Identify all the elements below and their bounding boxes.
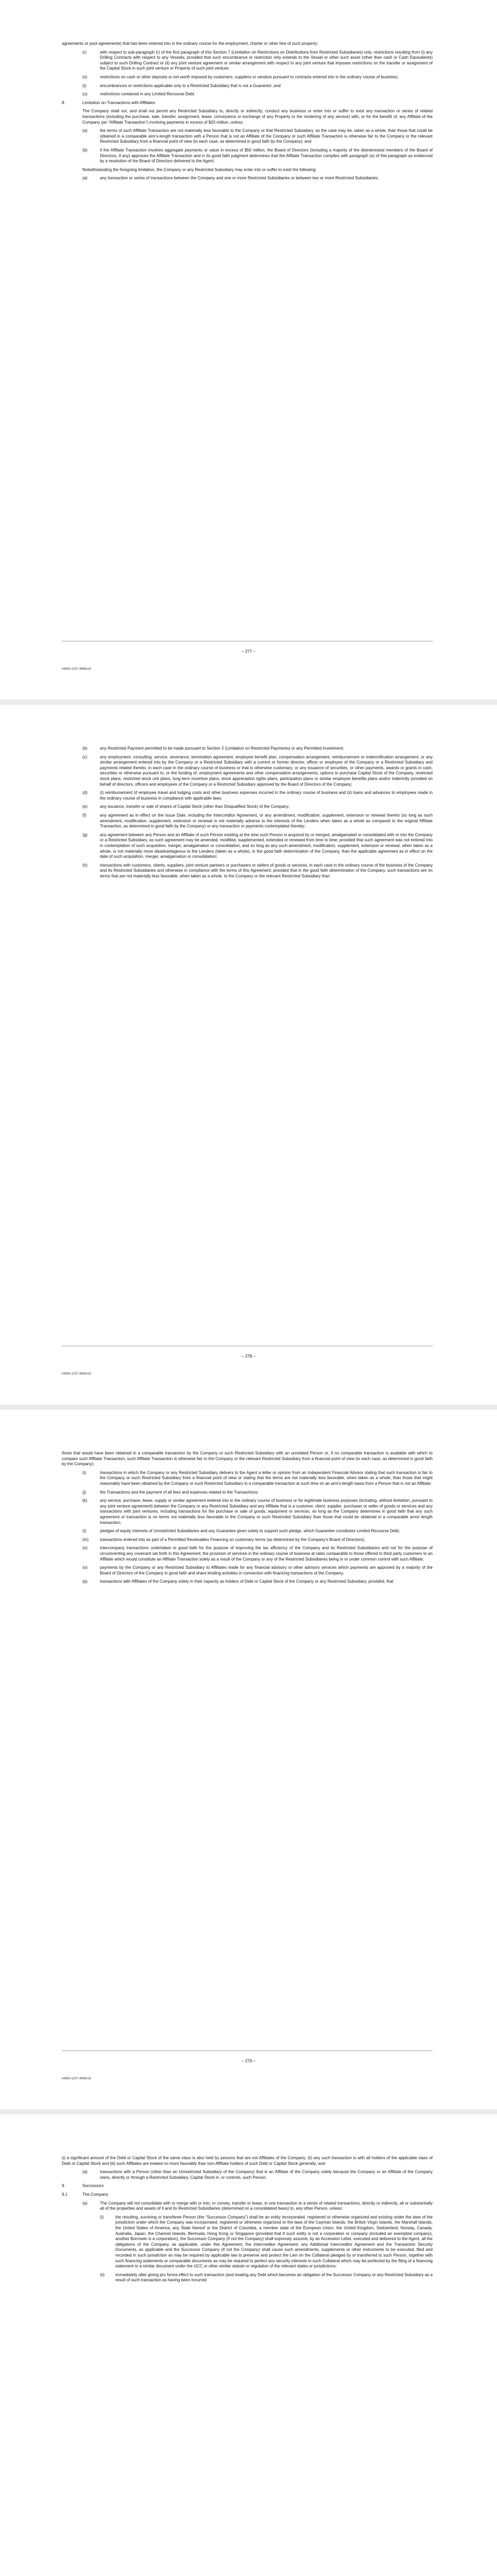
list-item-u <box>82 92 433 97</box>
item-text: any service, purchase, lease, supply or similar agreement entered into in the ordinary course of business or for legitimate business purposes (including, without limitation, pursuant to any joint venture agreement) between the Company or any Restricted Subsidiary and any Affiliate that is a customer, client, supplier, purchaser or seller of goods or services and any transactions with joint ventures, including transactions for the purchase or sale of goods, equipment or services, so long as the Company determines in good faith that any such agreement or transaction is on terms not materially less favorable to the Company or such Restricted Subsidiary than those that could be obtained in a comparable arms’-length transaction; <box>100 1498 433 1525</box>
footer-divider <box>62 2050 433 2051</box>
document-reference: l\4854-1237-4969v16 <box>62 668 91 671</box>
item-label: (i) <box>82 1470 87 1475</box>
section-title: Successors <box>82 2183 104 2189</box>
list-item-a <box>82 128 433 145</box>
page-number: – 279 – <box>242 2059 255 2063</box>
list-item-g <box>82 833 433 860</box>
list-item-b <box>82 746 433 752</box>
item-label: (b) <box>82 147 88 152</box>
continuation-text: those that would have been obtained in a comparable transaction by the Company or such Restricted Subsidiary with an unrelated Person or, if no comparable transaction is available with which to compare such Affiliate Transaction, such Affiliate Transaction is otherwise fair to the Company or the relevant Restricted Subsidiary from a financial point of view (in each case, as determined in good faith by the Company); <box>62 1451 433 1467</box>
item-label: (a) <box>82 2200 88 2206</box>
item-label: (q) <box>82 2170 88 2175</box>
item-label: (t) <box>82 83 87 88</box>
page-content <box>62 746 433 882</box>
item-label: (ii) <box>100 2272 105 2277</box>
list-item-r <box>82 50 433 72</box>
item-label: (j) <box>82 1489 87 1495</box>
list-item-p <box>82 1579 433 1585</box>
item-text: any employment, consulting, service, severance, termination agreement, employee benefit plan, compensation arrangement, reimbursement or indemnification arrangement, or any similar arrangement entered into by the Company or a Restricted Subsidiary with a current or former director, officer or employee of the Company or a Restricted Subsidiary and payments related thereto, in each case in the ordinary course of business or that is otherwise customary; or any issuance of securities, or other payments, awards or grants in cash, securities or otherwise pursuant to, or the funding of, employment agreements and other compensation arrangements, options to purchase Capital Stock of the Company, restricted stock plans, restricted stock unit plans, long-term incentive plans, stock appreciation rights plans, participation plans or similar employee benefits plans and/or indemnity provided on behalf of directors, officers and employees of the Company or a Restricted Subsidiary approved by the Board of Directors of the Company; <box>100 754 433 787</box>
item-label: (n) <box>82 1546 88 1551</box>
item-label: (o) <box>82 1565 88 1570</box>
list-item-o <box>82 1565 433 1576</box>
item-text: with respect to sub-paragraph (r) of the first paragraph of this Section 7 (Limitation on Restrictions on Distributions from Restricted Subsidiaries) only, restrictions resulting from (i) any Drilling Contracts with respect to any Vessels; provided that such encumbrance or restriction only extends to the Vessel or other such asset (other than cash or Cash Equivalents) subject to such Drilling Contract or (ii) any joint venture agreement or similar arrangement with respect to any joint venture that imposes restrictions on the transfer or assignment of the Capital Stock in such joint venture or Property of such joint venture; <box>100 49 433 71</box>
list-item-b <box>82 148 433 164</box>
item-label: (d) <box>82 790 88 795</box>
document-page-280 <box>0 2114 497 2576</box>
item-label: (g) <box>82 832 88 837</box>
item-text: any Restricted Payment permitted to be made pursuant to Section 2 (Limitation on Restricted Payments) or any Permitted Investment; <box>100 746 344 751</box>
item-label: (i) <box>100 2214 104 2219</box>
list-item-i <box>82 1470 433 1487</box>
page-number: – 278 – <box>242 1354 255 1359</box>
list-item-s <box>82 75 433 80</box>
section-title: Limitation on Transactions with Affiliates <box>82 100 156 105</box>
item-label: (f) <box>82 812 87 818</box>
list-item-t <box>82 83 433 89</box>
item-text: restrictions contained in any Limited Recourse Debt. <box>100 92 195 97</box>
list-item-ii <box>100 2273 433 2283</box>
item-text: any issuance, transfer or sale of shares of Capital Stock (other than Disqualified Stock) of the Company; <box>100 804 290 809</box>
list-item-f <box>82 813 433 829</box>
item-label: (k) <box>82 1498 88 1503</box>
item-label: (a) <box>82 176 88 181</box>
item-text: intercompany transactions undertaken in good faith for the purpose of improving the tax efficiency of the Company and its Restricted Subsidiaries and not for the purpose of circumventing any covenant set forth in this Agreement; the provision of services in the ordinary course of business at rates comparable to those offered to third party customers to an Affiliate which would constitute an Affiliate Transaction solely as a result of the Company or any of the Restricted Subsidiaries being in or under common control with such Affiliate; <box>100 1546 433 1562</box>
list-item-a <box>82 2201 433 2212</box>
list-item-m <box>82 1537 433 1543</box>
list-item-e <box>82 804 433 810</box>
item-text: if the Affiliate Transaction involves aggregate payments or value in excess of $50 million, the Board of Directors (including a majority of the disinterested members of the Board of Directors, if any) approves the Affiliate Transaction and in its good faith judgment determines that the Affiliate Transaction complies with paragraph (a) of this paragraph as evidenced by a resolution of the Board of Directors delivered to the Agent. <box>100 147 433 164</box>
item-label: (m) <box>82 1537 89 1542</box>
document-reference: l\4854-1237-4969v16 <box>62 1372 91 1376</box>
section-heading <box>62 2183 433 2189</box>
section-number: 9. <box>62 2183 65 2189</box>
section-number: 8. <box>62 100 65 105</box>
document-page-277 <box>0 0 497 700</box>
item-text: pledges of equity interests of Unrestricted Subsidiaries and any Guarantee given solely to support such pledge, which Guarantee constitutes Limited Recourse Debt; <box>100 1529 400 1534</box>
page-content <box>62 41 433 184</box>
list-item-j <box>82 1490 433 1496</box>
page-content <box>62 1451 433 1588</box>
item-label: (r) <box>82 49 87 55</box>
list-item-d <box>82 790 433 801</box>
item-label: (c) <box>82 754 88 759</box>
item-text: transactions with Affiliates of the Company solely in their capacity as holders of Debt or Capital Stock of the Company or any Restricted Subsidiary, provided, that <box>100 1579 393 1584</box>
list-item-n <box>82 1546 433 1562</box>
item-text: transactions entered into as part of a Permitted Receivables Financing on customary terms (as determined by the Company’s Board of Directors); <box>100 1537 365 1542</box>
subsection-number: 9.1 <box>62 2192 68 2197</box>
list-item-c <box>82 755 433 788</box>
item-text: any transaction or series of transactions between the Company and one or more Restricted Subsidiaries or between two or more Restricted Subsidiaries; <box>100 176 379 181</box>
subsection-heading <box>62 2192 433 2198</box>
item-text: immediately after giving pro forma effect to such transaction (and treating any Debt which becomes an obligation of the Successor Company or any Restricted Subsidiary as a result of such transaction as having been Incurred <box>115 2272 433 2283</box>
document-page-278 <box>0 705 497 1404</box>
list-item-h <box>82 863 433 879</box>
item-text: the Transactions and the payment of all fees and expenses related to the Transactions; <box>100 1489 259 1495</box>
item-text: any agreement as in effect on the Issue Date, including the Intercreditor Agreement, or any amendment, modification, supplement, extension or renewal thereto (so long as such amendment, modification, supplement, extension or renewal is not materially adverse to the interests of the Lenders when taken as a whole as compared to the original Affiliate Transaction, as determined in good faith by the Company) or any transaction or payments contemplated thereby; <box>100 812 433 829</box>
item-label: (h) <box>82 862 88 868</box>
item-text: the resulting, surviving or transferee Person (the “Successor Company”) shall be an entity incorporated, registered or otherwise organized and existing under the laws of the jurisdiction under which the Company was incorporated, registered or otherwise organized or the laws of the Cayman Islands, the British Virgin Islands, the Marshall Islands, the United States of America, any State thereof or the District of Columbia, a member state of the European Union, the United Kingdom, Switzerland, Norway, Canada, Australia, Japan, the Channel Islands, Bermuda, Hong Kong or Singapore (provided that if such entity is not a corporation or company (included an exempted company), another Borrower is a corporation), the Successor Company (if not the Company) shall expressly assume, by an Accession Letter, executed and delivered to the Agent, all the obligations of the Company, as applicable, under this Agreement, the Intercreditor Agreement, any Additional Intercreditor Agreement and the Transaction Security Documents, as applicable and the Successor Company (if not the Company) shall cause such amendments, supplements or other instruments to be executed, filed and recorded in such jurisdiction as may be required by applicable law to preserve and protect the Lien on the Collateral pledged by or transferred to such Person, together with such financing statements or comparable documents as may be required to perfect any security interests in such Collateral which may be perfected by the filing of a financing statement or a similar document under the UCC or other similar statute or regulation of the relevant states or jurisdictions; <box>115 2214 433 2269</box>
item-label: (b) <box>82 746 88 751</box>
section-heading <box>62 100 433 106</box>
item-text: transactions in which the Company or any Restricted Subsidiary delivers to the Agent a letter or opinion from an Independent Financial Advisor stating that such transaction is fair to the Company or such Restricted Subsidiary from a financial point of view or stating that the terms are not materially less favorable, when taken as a whole, than those that might reasonably have been obtained by the Company or such Restricted Subsidiary in a comparable transaction at such time on an arm's-length basis from a Person that is not an Affiliate; <box>100 1470 433 1486</box>
item-text: The Company will not consolidate with or merge with or into, or convey, transfer or lease, in one transaction or a series of related transactions, directly or indirectly, all or substantially all of the properties and assets of it and its Restricted Subsidiaries (determined on a consolidated basis) to, any other Person, unless: <box>100 2200 433 2211</box>
page-content <box>62 2156 433 2286</box>
section-intro: The Company shall not, and shall not permit any Restricted Subsidiary to, directly or indirectly, conduct any business or enter into or suffer to exist any transaction or series of related transactions (including the purchase, sale, transfer, assignment, lease, conveyance or exchange of any Property or the rendering of any service) with, or for the benefit of, any Affiliate of the Company (an “Affiliate Transaction”) involving payments in excess of $20 million, unless: <box>82 109 433 125</box>
continuation-text: agreements or pool agreements) that has been entered into in the ordinary course for the employment, charter or other hire of such property; <box>62 41 318 46</box>
item-text: transactions with a Person (other than an Unrestricted Subsidiary of the Company) that is an Affiliate of the Company solely because the Company or an Affiliate of the Company owns, directly or through a Restricted Subsidiary, Capital Stock in, or controls, such Person. <box>100 2170 433 2180</box>
continuation-text: (i) a significant amount of the Debt or Capital Stock of the same class is also held by persons that are not Affiliates of the Company, (ii) any such transaction is with all holders of the applicable class of Debt or Capital Stock and (iii) such Affiliates are treated no more favorably than non-Affiliate holders of such Debt or Capital Stock generally; and <box>62 2156 433 2166</box>
item-text: (i) reimbursement of employee travel and lodging costs and other business expenses incurred in the ordinary course of business and (ii) loans and advances to employees made in the ordinary course of business in compliance with applicable laws; <box>100 790 433 801</box>
item-label: (e) <box>82 804 88 809</box>
item-text: payments by the Company or any Restricted Subsidiary to Affiliates made for any financial advisory or other advisory services which payments are approved by a majority of the Board of Directors of the Company in good faith and share lending activities in connection with financing transactions of the Company; <box>100 1565 433 1575</box>
item-label: (s) <box>82 74 88 79</box>
page-number: – 277 – <box>242 649 255 654</box>
list-item-a2 <box>82 176 433 181</box>
list-item-l <box>82 1529 433 1534</box>
item-label: (a) <box>82 128 88 133</box>
item-text: transactions with customers, clients, suppliers, joint venture partners or purchasers or sellers of goods or services, in each case in the ordinary course of the business of the Company and its Restricted Subsidiaries and otherwise in compliance with the terms of this Agreement; provided that in the good faith determination of the Company, such transactions are on terms that are not materially less favorable, when taken as a whole, to the Company or the relevant Restricted Subsidiary than <box>100 862 433 878</box>
item-label: (p) <box>82 1579 88 1584</box>
document-page-279 <box>0 1410 497 2109</box>
subsection-title: The Company <box>82 2192 109 2197</box>
list-item-q <box>82 2170 433 2180</box>
item-text: any agreement between any Person and an Affiliate of such Person existing at the time such Person is acquired by or merged, amalgamated or consolidated with or into the Company or a Restricted Subsidiary, as such agreement may be amended, modified, supplemented, extended or renewed from time to time; provided that such agreement was not entered into in contemplation of such acquisition, merger, amalgamation or consolidation, and so long as any such amendment, modification, supplement, extension or renewal, when taken as a whole, is not materially more disadvantageous to the Lenders (taken as a whole), in the good faith determination of the Company, than the applicable agreement as in effect on the date of such acquisition, merger, amalgamation or consolidation; <box>100 832 433 859</box>
notwithstanding-text: Notwithstanding the foregoing limitation, the Company or any Restricted Subsidiary may enter into or suffer to exist the following: <box>82 167 317 172</box>
list-item-k <box>82 1498 433 1526</box>
list-item-i <box>100 2215 433 2269</box>
item-text: encumbrances or restrictions applicable only to a Restricted Subsidiary that is not a Guarantor; and <box>100 83 281 88</box>
item-text: restrictions on cash or other deposits or net worth imposed by customers, suppliers or vendors pursuant to contracts entered into in the ordinary course of business; <box>100 74 399 79</box>
item-label: (u) <box>82 92 88 97</box>
document-reference: l\4854-1237-4969v16 <box>62 2077 91 2080</box>
item-label: (l) <box>82 1529 87 1534</box>
item-text: the terms of such Affiliate Transaction are not materially less favorable to the Company or that Restricted Subsidiary, as the case may be, taken as a whole, than those that could be obtained in a comparable arm’s-length transaction with a Person that is not an Affiliate of the Company or such Affiliate Transaction is otherwise fair to the Company or the relevant Restricted Subsidiary from a financial point of view (in each case, as determined in good faith by the Company); and <box>100 128 433 144</box>
